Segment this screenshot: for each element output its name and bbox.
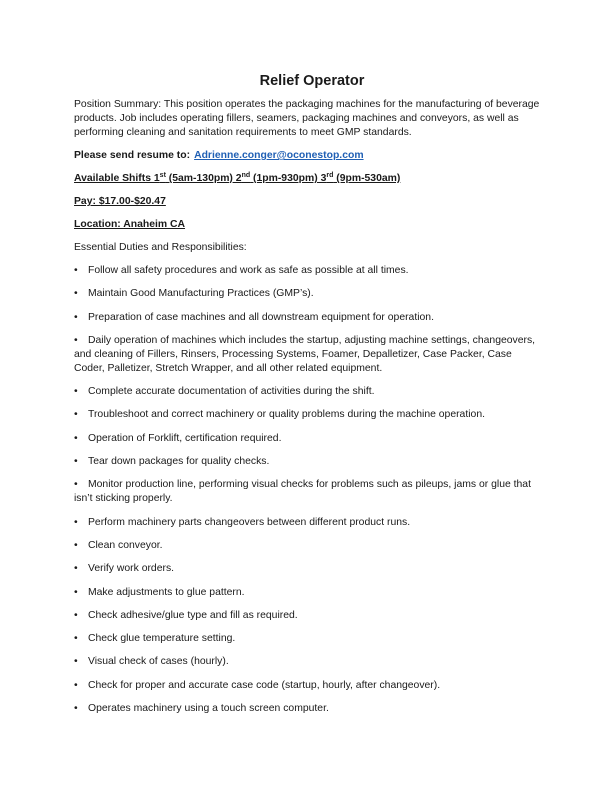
bullet-icon: • — [74, 386, 78, 398]
resume-line — [74, 149, 542, 163]
shifts-prefix: Available Shifts 1 — [74, 173, 160, 184]
shifts-part2: (1pm-930pm) 3 — [250, 173, 327, 184]
list-item-text: Maintain Good Manufacturing Practices (GMP’s). — [88, 288, 314, 300]
document-page — [74, 72, 542, 725]
list-item — [74, 311, 542, 325]
list-item-text: Check adhesive/glue type and fill as required. — [88, 609, 298, 621]
list-item — [74, 632, 542, 646]
pay-range: Pay: $17.00-$20.47 — [74, 196, 166, 207]
bullet-icon: • — [74, 288, 78, 300]
shift3-suffix: rd — [326, 172, 334, 179]
bullet-icon: • — [74, 456, 78, 468]
list-item — [74, 609, 542, 623]
list-item — [74, 562, 542, 576]
list-item-text: Operates machinery using a touch screen computer. — [88, 703, 329, 715]
list-item-text: Follow all safety procedures and work as safe as possible at all times. — [88, 265, 409, 276]
bullet-icon: • — [74, 586, 78, 598]
duties-list — [74, 264, 542, 716]
position-summary: Position Summary: This position operates the packaging machines for the manufacturing of beverage products. Job includes operating fillers, seamers, packaging machines and conveyors, as well as performing cleaning and sanitation requirements to meet GMP standards. — [74, 99, 540, 138]
shift1-suffix: st — [159, 172, 166, 179]
list-item — [74, 385, 542, 399]
list-item — [74, 334, 542, 376]
bullet-icon: • — [74, 539, 78, 551]
list-item — [74, 478, 542, 506]
list-item — [74, 539, 542, 553]
bullet-icon: • — [74, 432, 78, 444]
bullet-icon: • — [74, 409, 78, 421]
resume-email-link[interactable]: Adrienne.conger@oconestop.com — [194, 150, 364, 161]
shifts-part3: (9pm-530am) — [333, 173, 401, 184]
bullet-icon: • — [74, 679, 78, 691]
list-item-text: Make adjustments to glue pattern. — [88, 586, 245, 598]
resume-label: Please send resume to: — [74, 150, 191, 161]
bullet-icon: • — [74, 334, 78, 346]
list-item — [74, 655, 542, 669]
bullet-icon: • — [74, 656, 78, 668]
list-item-text: Check glue temperature setting. — [88, 633, 236, 645]
list-item-text: Monitor production line, performing visual checks for problems such as pileups, jams or glue that isn’t sticking properly. — [74, 479, 531, 505]
list-item — [74, 516, 542, 530]
list-item — [74, 702, 542, 716]
list-item — [74, 432, 542, 446]
list-item-text: Complete accurate documentation of activities during the shift. — [88, 386, 375, 398]
bullet-icon: • — [74, 633, 78, 645]
list-item-text: Tear down packages for quality checks. — [88, 456, 270, 468]
bullet-icon: • — [74, 265, 78, 276]
duties-heading: Essential Duties and Responsibilities: — [74, 242, 247, 253]
list-item-text: Operation of Forklift, certification required. — [88, 432, 282, 444]
list-item-text: Check for proper and accurate case code (startup, hourly, after changeover). — [88, 679, 441, 691]
bullet-icon: • — [74, 563, 78, 575]
list-item-text: Daily operation of machines which includes the startup, adjusting machine settings, changeovers, and cleaning of Fillers, Rinsers, Processing Systems, Foamer, Depalletizer, Case Packer, Case Coder, Palletizer, Stretch Wrapper, and all other related equipment. — [74, 334, 536, 374]
bullet-icon: • — [74, 311, 78, 323]
location: Location: Anaheim CA — [74, 219, 186, 230]
list-item — [74, 455, 542, 469]
bullet-icon: • — [74, 609, 78, 621]
list-item-text: Troubleshoot and correct machinery or quality problems during the machine operation. — [88, 409, 485, 421]
shift2-suffix: nd — [241, 172, 251, 179]
list-item — [74, 287, 542, 301]
list-item-text: Perform machinery parts changeovers between different product runs. — [88, 516, 411, 528]
list-item — [74, 586, 542, 600]
list-item-text: Preparation of case machines and all downstream equipment for operation. — [88, 311, 434, 323]
document-title: Relief Operator — [259, 73, 365, 89]
list-item-text: Verify work orders. — [88, 563, 175, 575]
list-item-text: Clean conveyor. — [88, 539, 163, 551]
bullet-icon: • — [74, 479, 78, 491]
list-item — [74, 408, 542, 422]
shifts-part1: (5am-130pm) 2 — [165, 173, 242, 184]
bullet-icon: • — [74, 516, 78, 528]
available-shifts — [74, 172, 542, 186]
list-item-text: Visual check of cases (hourly). — [88, 656, 229, 668]
list-item — [74, 679, 542, 693]
bullet-icon: • — [74, 703, 78, 715]
list-item — [74, 264, 542, 278]
